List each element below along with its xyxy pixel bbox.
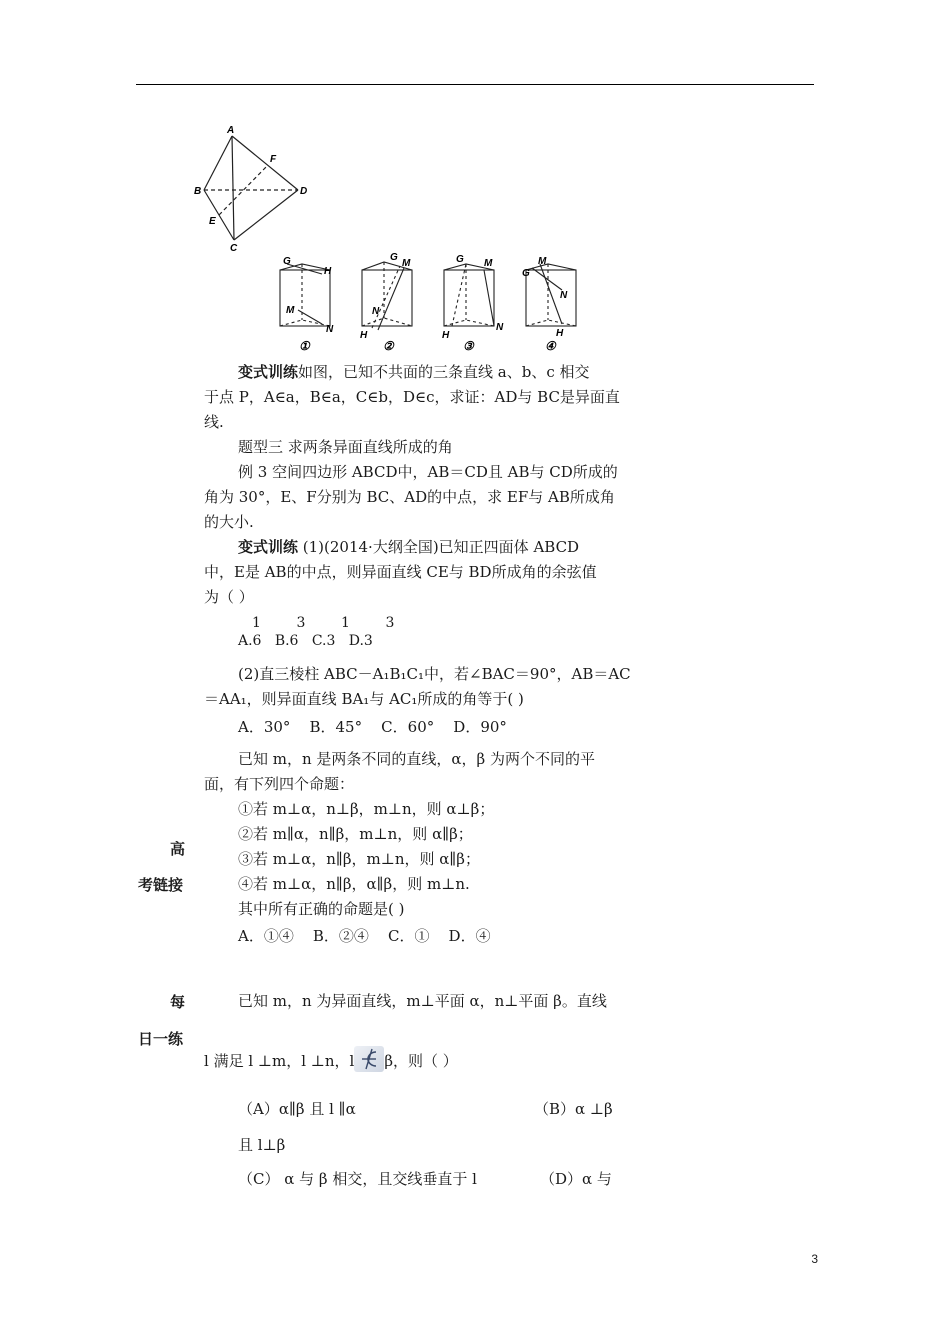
prop-4: ④若 m⊥α，n∥β，α∥β，则 m⊥n.	[238, 875, 470, 893]
fraction-numerators: 1 3 1 3	[252, 615, 395, 631]
p1-H: H	[324, 266, 332, 277]
line-1: 变式训练如图，已知不共面的三条直线 a、b、c 相交	[238, 363, 590, 381]
label-C: C	[230, 243, 238, 252]
line-25: 且 l⊥β	[238, 1136, 286, 1154]
prop-2: ②若 m∥α，n∥β，m⊥n，则 α∥β；	[238, 825, 473, 843]
prop-3: ③若 m⊥α，n∥β，m⊥n，则 α∥β；	[238, 850, 480, 868]
p3-H: H	[442, 330, 450, 341]
side-label-meiri-2: 日一练	[138, 1030, 184, 1048]
line-2: 于点 P，A∈a，B∈a，C∈b，D∈c，求证：AD与 BC是异面直	[204, 388, 620, 406]
p2-M: M	[402, 258, 411, 269]
side-label-gaokao-2: 考链接	[138, 876, 184, 894]
p2-G: G	[390, 252, 398, 263]
line-21: A．①④ B．②④ C．① D．④	[238, 927, 491, 945]
line-15: 面，有下列四个命题：	[204, 775, 355, 793]
p1-N: N	[326, 324, 334, 335]
tetrahedron-figure	[190, 120, 330, 252]
label-E: E	[209, 216, 216, 227]
label-A: A	[227, 125, 235, 136]
caption-2: ②	[383, 339, 394, 353]
prism-figures	[272, 250, 592, 355]
option-b: （B）α ⊥β	[534, 1100, 613, 1118]
line-5: 例 3 空间四边形 ABCD中，AB＝CD且 AB与 CD所成的	[238, 463, 618, 481]
p2-N: N	[372, 306, 380, 317]
option-a: （A）α∥β 且 l ∥α	[238, 1100, 356, 1118]
line-12: ＝AA₁，则异面直线 BA₁与 AC₁所成的角等于( )	[204, 690, 524, 708]
section-heading: 题型三 求两条异面直线所成的角	[238, 438, 453, 456]
p3-M: M	[484, 258, 493, 269]
label-D: D	[300, 186, 308, 197]
p1-G: G	[283, 256, 291, 267]
side-label-gaokao-1: 高	[170, 840, 186, 858]
label-F: F	[270, 154, 277, 165]
line-22: 已知 m，n 为异面直线，m⊥平面 α，n⊥平面 β。直线	[238, 992, 607, 1010]
p4-N: N	[560, 290, 568, 301]
line-9: 中，E是 AB的中点，则异面直线 CE与 BD所成角的余弦值	[204, 563, 597, 581]
line-23: l 满足 l ⊥m，l ⊥n，l β，则（ ）	[204, 1046, 458, 1072]
p1-M: M	[286, 305, 295, 316]
caption-4: ④	[545, 339, 556, 353]
line-7: 的大小.	[204, 513, 254, 531]
caption-3: ③	[463, 339, 474, 353]
line-3: 线.	[204, 413, 224, 431]
p3-N: N	[496, 322, 504, 333]
line-20: 其中所有正确的命题是( )	[238, 900, 405, 918]
p4-G: G	[522, 268, 530, 279]
line-6: 角为 30°，E、F分别为 BC、AD的中点，求 EF与 AB所成角	[204, 488, 615, 506]
page-number: 3	[811, 1252, 818, 1266]
side-label-meiri-1: 每	[170, 993, 186, 1011]
caption-1: ①	[299, 339, 310, 353]
option-c: （C） α 与 β 相交，且交线垂直于 l	[238, 1170, 477, 1188]
header-rule	[136, 84, 814, 85]
line-13: A．30° B．45° C．60° D．90°	[238, 718, 507, 736]
p4-M: M	[538, 256, 547, 267]
p4-H: H	[556, 328, 564, 339]
line-11: (2)直三棱柱 ABC－A₁B₁C₁中，若∠BAC＝90°，AB＝AC	[238, 665, 631, 683]
p3-G: G	[456, 254, 464, 265]
line-10: 为（ ）	[204, 588, 254, 606]
line-8: 变式训练 (1)(2014·大纲全国)已知正四面体 ABCD	[238, 538, 580, 556]
label-B: B	[194, 186, 202, 197]
line-14: 已知 m，n 是两条不同的直线，α，β 为两个不同的平	[238, 750, 595, 768]
prop-1: ①若 m⊥α，n⊥β，m⊥n，则 α⊥β；	[238, 800, 495, 818]
not-subset-symbol-icon	[354, 1046, 384, 1072]
p2-H: H	[360, 330, 368, 341]
fraction-options: A.6 B.6 C.3 D.3	[238, 633, 373, 649]
option-d: （D）α 与	[540, 1170, 612, 1188]
